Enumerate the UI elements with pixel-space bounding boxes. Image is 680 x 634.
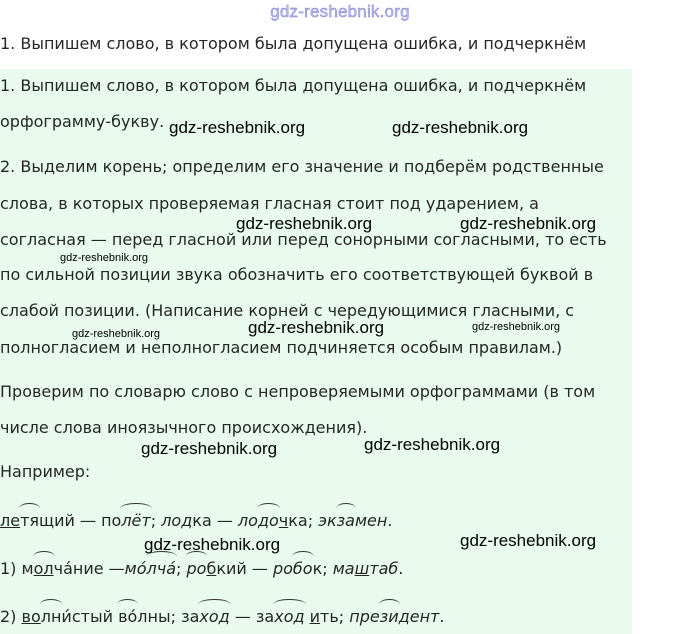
root-mark: зи [379,607,399,626]
site-watermark[interactable]: gdz-reshebnik.org [270,2,410,21]
step2-line1: 2. Выделим корень; определим его значение и подберём родственные [0,157,604,176]
word-part: лны [137,607,171,626]
root-mark: ход [199,607,230,626]
separator: ; [150,511,162,530]
example-label: Например: [0,462,91,481]
watermark: gdz-reshebnik.org [60,252,149,264]
word-part: щий [39,511,75,530]
watermark: gdz-reshebnik.org [460,531,597,550]
word-part: ка [192,511,212,530]
word-part: ч [278,511,289,530]
step2-line5: слабой позиции. (Написание корней с чередующимися гласными, с [0,301,575,320]
word-part: мо́ [124,559,147,578]
intro-line: 1. Выпишем слово, в котором была допущена ошибка, и подчеркнём [0,34,587,53]
watermark: gdz-reshebnik.org [248,318,385,337]
word-part: д [181,511,193,530]
word-part: ле [0,511,21,530]
item-number: 2) [0,607,22,626]
root-mark: за [336,511,355,530]
word-part: дент [398,607,440,626]
step1-line2: орфограмму-букву. [0,112,165,131]
root-mark: ход [274,607,305,626]
step2-line2: слова, в которых проверяемая гласная стоит под ударением, а [0,194,539,213]
watermark: gdz-reshebnik.org [169,118,306,137]
separator: . [387,511,393,530]
word-part: кий [216,559,247,578]
word-part: ро [272,559,293,578]
word-part: эк [318,511,337,530]
word-part: к [312,559,323,578]
word-part: ш [354,559,370,578]
separator: . [439,607,445,626]
example-line-3 [0,606,444,628]
root-mark: лёт [121,511,151,530]
root-mark: до [257,511,279,530]
step2-line4: по сильной позиции звука обозначить его соответствующей буквой в [0,265,594,284]
separator: ; [338,607,350,626]
watermark: gdz-reshebnik.org [141,439,278,458]
word-part: за [181,607,200,626]
root-mark: ро [186,559,207,578]
watermark: gdz-reshebnik.org [472,321,561,333]
watermark: gdz-reshebnik.org [364,435,501,454]
word-part: ть [320,607,339,626]
watermark: gdz-reshebnik.org [72,328,161,340]
separator: — [211,511,238,530]
word-part: ло [161,511,182,530]
word-part: ка [288,511,308,530]
watermark: gdz-reshebnik.org [236,214,373,233]
word-part: ча́ние [53,559,104,578]
word-part: таб [369,559,399,578]
separator: . [398,559,404,578]
separator: ; [170,607,182,626]
word-part: пре [349,607,380,626]
step2-line6: полногласием и неполногласием подчиняется особым правилам.) [0,338,563,357]
step3-line1: Проверим по словарю слово с непроверяемыми орфограммами (в том [0,382,596,401]
word-part: и́стый [61,607,113,626]
example-line-1 [0,510,392,532]
root-mark: бо [292,559,313,578]
root-mark: тя [20,511,40,530]
step1-line1: 1. Выпишем слово, в котором была допущена ошибка, и подчеркнём [0,76,587,95]
watermark: gdz-reshebnik.org [144,535,281,554]
step3-line2: числе слова иноязычного происхождения). [0,418,368,437]
word-part: м [21,559,34,578]
word-part: мен [354,511,388,530]
separator: ; [307,511,319,530]
root-mark: лн [40,607,62,626]
separator: — [103,559,125,578]
word-part: за [255,607,275,626]
word-part: ма [332,559,355,578]
word-part: б [206,559,217,578]
step2-line3: согласная — перед гласной или перед сонорными согласными, то есть [0,230,607,249]
root-mark: ол [33,559,54,578]
word-part: во [21,607,41,626]
item-number: 1) [0,559,22,578]
separator: — [246,559,273,578]
separator: ; [176,559,187,578]
word-part: и [309,607,321,626]
separator: ; [322,559,333,578]
root-mark: лча́ [146,559,177,578]
word-part: по [101,511,122,530]
root-mark: во́ [118,607,138,626]
watermark: gdz-reshebnik.org [392,118,529,137]
word-part: ло [237,511,258,530]
watermark: gdz-reshebnik.org [460,214,597,233]
example-line-2 [0,558,403,580]
separator: — [74,511,102,530]
separator: — [229,607,256,626]
